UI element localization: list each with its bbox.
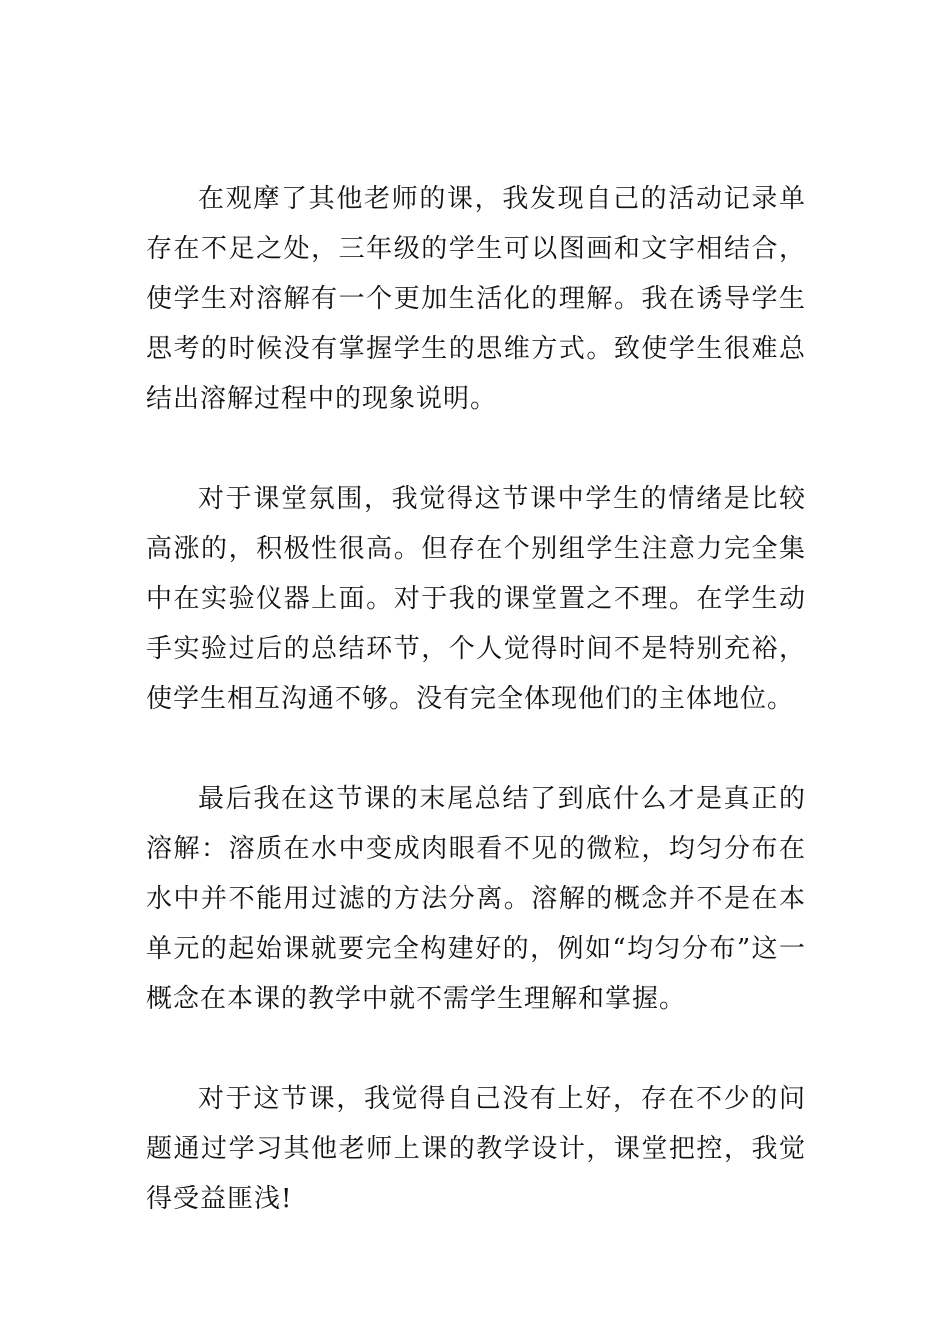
paragraph-3: 最后我在这节课的末尾总结了到底什么才是真正的溶解：溶质在水中变成肉眼看不见的微粒，均匀分布在水中并不能用过滤的方法分离。溶解的概念并不是在本单元的起始课就要完全构建好的，例如“均匀分布”这一概念在本课的教学中就不需学生理解和掌握。 [146, 784, 806, 1014]
paragraph-2: 对于课堂氛围，我觉得这节课中学生的情绪是比较高涨的，积极性很高。但存在个别组学生注意力完全集中在实验仪器上面。对于我的课堂置之不理。在学生动手实验过后的总结环节，个人觉得时间不是特别充裕，使学生相互沟通不够。没有完全体现他们的主体地位。 [146, 484, 806, 714]
paragraph-1: 在观摩了其他老师的课，我发现自己的活动记录单存在不足之处，三年级的学生可以图画和文字相结合，使学生对溶解有一个更加生活化的理解。我在诱导学生思考的时候没有掌握学生的思维方式。致使学生很难总结出溶解过程中的现象说明。 [146, 184, 806, 414]
document-page [146, 174, 806, 1224]
paragraph-4: 对于这节课，我觉得自己没有上好，存在不少的问题通过学习其他老师上课的教学设计，课堂把控，我觉得受益匪浅! [146, 1084, 806, 1214]
